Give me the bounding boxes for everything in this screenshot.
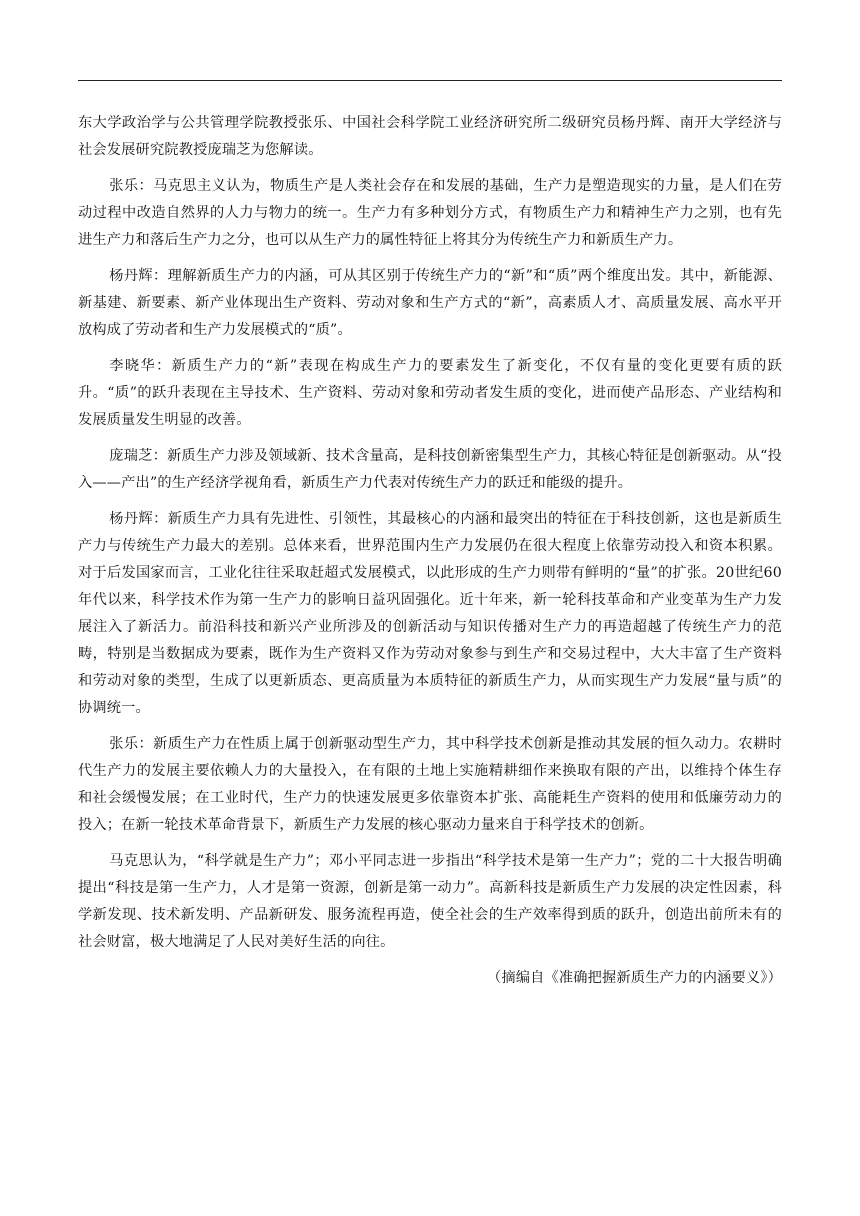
paragraph-intro-continued: 东大学政治学与公共管理学院教授张乐、中国社会科学院工业经济研究所二级研究员杨丹辉、南开大学经济与社会发展研究院教授庞瑞芝为您解读。 bbox=[78, 115, 782, 158]
source-citation: （摘编自《准确把握新质生产力的内涵要义》） bbox=[486, 970, 782, 986]
paragraph-yangdanhui-2: 杨丹辉：新质生产力具有先进性、引领性，其最核心的内涵和最突出的特征在于科技创新，这也是新质生产力与传统生产力最大的差别。总体来看，世界范围内生产力发展仍在很大程度上依靠劳动投入和资本积累。对于后发国家而言，工业化往往采取赶超式发展模式，以此形成的生产力则带有鲜明的“量”的扩张。20世纪60年代以来，科学技术作为第一生产力的影响日益巩固强化。近十年来，新一轮科技革命和产业变革为生产力发展注入了新活力。前沿科技和新兴产业所涉及的创新活动与知识传播对生产力的再造超越了传统生产力的范畴，特别是当数据成为要素，既作为生产资料又作为劳动对象参与到生产和交易过程中，大大丰富了生产资料和劳动对象的类型，生成了以更新质态、更高质量为本质特征的新质生产力，从而实现生产力发展“量与质”的协调统一。 bbox=[78, 511, 782, 716]
paragraph-zhangle-1: 张乐：马克思主义认为，物质生产是人类社会存在和发展的基础，生产力是塑造现实的力量，是人们在劳动过程中改造自然界的人力与物力的统一。生产力有多种划分方式，有物质生产力和精神生产力之别，也有先进生产力和落后生产力之分，也可以从生产力的属性特征上将其分为传统生产力和新质生产力。 bbox=[78, 178, 782, 248]
header-rule bbox=[78, 80, 782, 81]
paragraph-zhangle-2: 张乐：新质生产力在性质上属于创新驱动型生产力，其中科学技术创新是推动其发展的恒久动力。农耕时代生产力的发展主要依赖人力的大量投入，在有限的土地上实施精耕细作来换取有限的产出，以维持个体生存和社会缓慢发展；在工业时代，生产力的快速发展更多依靠资本扩张、高能耗生产资料的使用和低廉劳动力的投入；在新一轮技术革命背景下，新质生产力发展的核心驱动力量来自于科学技术的创新。 bbox=[78, 736, 782, 833]
article-body bbox=[78, 110, 782, 992]
paragraph-yangdanhui-1: 杨丹辉：理解新质生产力的内涵，可从其区别于传统生产力的“新”和“质”两个维度出发。其中，新能源、新基建、新要素、新产业体现出生产资料、劳动对象和生产方式的“新”，高素质人才、高质量发展、高水平开放构成了劳动者和生产力发展模式的“质”。 bbox=[78, 268, 782, 338]
paragraph-lixiaohua: 李晓华：新质生产力的“新”表现在构成生产力的要素发生了新变化，不仅有量的变化更要有质的跃升。“质”的跃升表现在主导技术、生产资料、劳动对象和劳动者发生质的变化，进而使产品形态、产业结构和发展质量发生明显的改善。 bbox=[78, 358, 782, 428]
paragraph-marx-conclusion: 马克思认为，“科学就是生产力”；邓小平同志进一步指出“科学技术是第一生产力”；党的二十大报告明确提出“科技是第一生产力，人才是第一资源，创新是第一动力”。高新科技是新质生产力发展的决定性因素，科学新发现、技术新发明、产品新研发、服务流程再造，使全社会的生产效率得到质的跃升，创造出前所未有的社会财富，极大地满足了人民对美好生活的向往。 bbox=[78, 853, 782, 950]
paragraph-pangruizhi: 庞瑞芝：新质生产力涉及领域新、技术含量高，是科技创新密集型生产力，其核心特征是创新驱动。从“投入——产出”的生产经济学视角看，新质生产力代表对传统生产力的跃迁和能级的提升。 bbox=[78, 448, 782, 491]
